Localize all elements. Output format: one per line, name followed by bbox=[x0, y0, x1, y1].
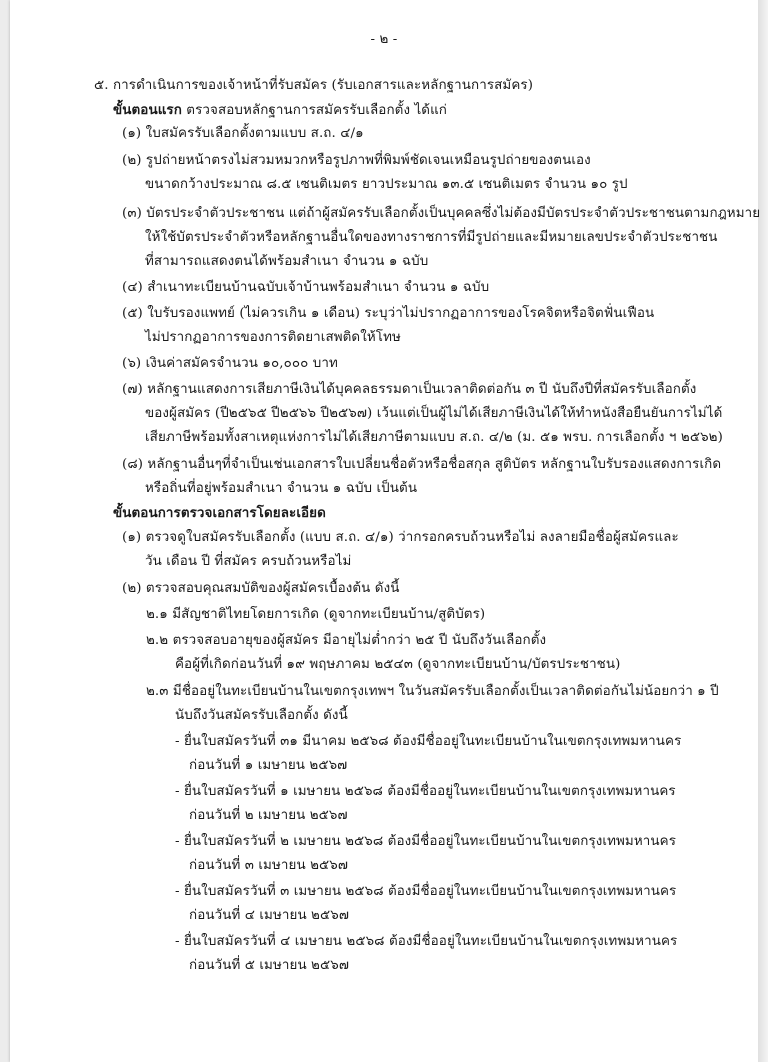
list-item-continuation: ของผู้สมัคร (ปี๒๕๖๕ ปี๒๕๖๖ ปี๒๕๖๗) เว้นแต่เป็นผู้ไม่ได้เสียภาษีเงินได้ให้ทำหนังสือยืนยันการไม่ได้ bbox=[145, 406, 723, 421]
bullet-item: - ยื่นใบสมัครวันที่ ๒ เมษายน ๒๕๖๘ ต้องมีชื่ออยู่ในทะเบียนบ้านในเขตกรุงเทพมหานคร bbox=[175, 834, 677, 849]
list-item-continuation: ให้ใช้บัตรประจำตัวหรือหลักฐานอื่นใดของทางราชการที่มีรูปถ่ายและมีหมายเลขประจำตัวประชาชน bbox=[145, 230, 718, 245]
bullet-item-continuation: ก่อนวันที่ ๔ เมษายน ๒๕๖๗ bbox=[189, 908, 349, 923]
bullet-item-continuation: ก่อนวันที่ ๕ เมษายน ๒๕๖๗ bbox=[189, 958, 349, 973]
list-item-continuation: หรือถิ่นที่อยู่พร้อมสำเนา จำนวน ๑ ฉบับ เป็นต้น bbox=[145, 481, 418, 496]
list-item: (๕) ใบรับรองแพทย์ (ไม่ควรเกิน ๑ เดือน) ระบุว่าไม่ปรากฏอาการของโรคจิตหรือจิตฟั่นเฟือน bbox=[122, 306, 655, 321]
list-item: (๘) หลักฐานอื่นๆที่จำเป็นเช่นเอกสารใบเปลี่ยนชื่อตัวหรือชื่อสกุล สูติบัตร หลักฐานใบรับรองแสดงการเกิด bbox=[122, 457, 722, 472]
sub-item: ๒.๒ ตรวจสอบอายุของผู้สมัคร มีอายุไม่ต่ำกว่า ๒๕ ปี นับถึงวันเลือกตั้ง bbox=[146, 633, 547, 648]
list-item-continuation: ไม่ปรากฏอาการของการติดยาเสพติดให้โทษ bbox=[145, 330, 401, 345]
sub-item: ๒.๑ มีสัญชาติไทยโดยการเกิด (ดูจากทะเบียนบ้าน/สูติบัตร) bbox=[146, 607, 486, 622]
step1-title: ขั้นตอนแรก bbox=[113, 102, 182, 118]
list-item-continuation: ที่สามารถแสดงตนได้พร้อมสำเนา จำนวน ๑ ฉบับ bbox=[145, 254, 429, 269]
bullet-item-continuation: ก่อนวันที่ ๒ เมษายน ๒๕๖๗ bbox=[189, 808, 348, 823]
sub-item: ๒.๓ มีชื่ออยู่ในทะเบียนบ้านในเขตกรุงเทพฯ ในวันสมัครรับเลือกตั้งเป็นเวลาติดต่อกันไม่น้อยกว่า ๑ ปี bbox=[146, 684, 719, 699]
step1-heading bbox=[113, 99, 447, 122]
list-item: (๔) สำเนาทะเบียนบ้านฉบับเจ้าบ้านพร้อมสำเนา จำนวน ๑ ฉบับ bbox=[122, 280, 490, 295]
bullet-item-continuation: ก่อนวันที่ ๓ เมษายน ๒๕๖๗ bbox=[189, 858, 349, 873]
section-heading: ๕. การดำเนินการของเจ้าหน้าที่รับสมัคร (รับเอกสารและหลักฐานการสมัคร) bbox=[94, 78, 534, 93]
step1-intro: ตรวจสอบหลักฐานการสมัครรับเลือกตั้ง ได้แก่ bbox=[181, 103, 448, 118]
bullet-item: - ยื่นใบสมัครวันที่ ๓๑ มีนาคม ๒๕๖๘ ต้องมีชื่ออยู่ในทะเบียนบ้านในเขตกรุงเทพมหานคร bbox=[175, 734, 682, 749]
list-item: (๗) หลักฐานแสดงการเสียภาษีเงินได้บุคคลธรรมดาเป็นเวลาติดต่อกัน ๓ ปี นับถึงปีที่สมัครรับเลือกตั้ง bbox=[122, 382, 697, 397]
bullet-item-continuation: ก่อนวันที่ ๑ เมษายน ๒๕๖๗ bbox=[189, 758, 348, 773]
page-number: - ๒ - bbox=[370, 32, 398, 47]
bullet-item: - ยื่นใบสมัครวันที่ ๔ เมษายน ๒๕๖๘ ต้องมีชื่ออยู่ในทะเบียนบ้านในเขตกรุงเทพมหานคร bbox=[175, 934, 678, 949]
bullet-item: - ยื่นใบสมัครวันที่ ๑ เมษายน ๒๕๖๘ ต้องมีชื่ออยู่ในทะเบียนบ้านในเขตกรุงเทพมหานคร bbox=[175, 784, 676, 799]
list-item: (๓) บัตรประจำตัวประชาชน แต่ถ้าผู้สมัครรับเลือกตั้งเป็นบุคคลซึ่งไม่ต้องมีบัตรประจำตัวประชาชนตามกฎหมาย bbox=[122, 206, 761, 221]
step2-heading: ขั้นตอนการตรวจเอกสารโดยละเอียด bbox=[113, 505, 326, 521]
list-item-continuation: ขนาดกว้างประมาณ ๘.๕ เซนติเมตร ยาวประมาณ ๑๓.๕ เซนติเมตร จำนวน ๑๐ รูป bbox=[145, 177, 628, 192]
list-item: (๑) ตรวจดูใบสมัครรับเลือกตั้ง (แบบ ส.ถ. ๔/๑) ว่ากรอกครบถ้วนหรือไม่ ลงลายมือชื่อผู้สมัครและ bbox=[122, 530, 679, 545]
list-item-continuation: วัน เดือน ปี ที่สมัคร ครบถ้วนหรือไม่ bbox=[145, 554, 352, 569]
list-item-continuation: เสียภาษีพร้อมทั้งสาเหตุแห่งการไม่ได้เสียภาษีตามแบบ ส.ถ. ๔/๒ (ม. ๕๑ พรบ. การเลือกตั้ง ฯ ๒๕๖๒) bbox=[145, 430, 723, 445]
sub-item-continuation: คือผู้ที่เกิดก่อนวันที่ ๑๙ พฤษภาคม ๒๕๔๓ (ดูจากทะเบียนบ้าน/บัตรประชาชน) bbox=[175, 657, 621, 672]
bullet-item: - ยื่นใบสมัครวันที่ ๓ เมษายน ๒๕๖๘ ต้องมีชื่ออยู่ในทะเบียนบ้านในเขตกรุงเทพมหานคร bbox=[175, 884, 677, 899]
page-edge-shadow bbox=[758, 0, 768, 1062]
list-item: (๖) เงินค่าสมัครจำนวน ๑๐,๐๐๐ บาท bbox=[122, 356, 338, 371]
list-item: (๒) รูปถ่ายหน้าตรงไม่สวมหมวกหรือรูปภาพที่พิมพ์ชัดเจนเหมือนรูปถ่ายของตนเอง bbox=[122, 153, 591, 168]
list-item: (๒) ตรวจสอบคุณสมบัติของผู้สมัครเบื้องต้น ดังนี้ bbox=[122, 581, 400, 596]
sub-item-continuation: นับถึงวันสมัครรับเลือกตั้ง ดังนี้ bbox=[175, 708, 348, 723]
list-item: (๑) ใบสมัครรับเลือกตั้งตามแบบ ส.ถ. ๔/๑ bbox=[122, 126, 364, 141]
